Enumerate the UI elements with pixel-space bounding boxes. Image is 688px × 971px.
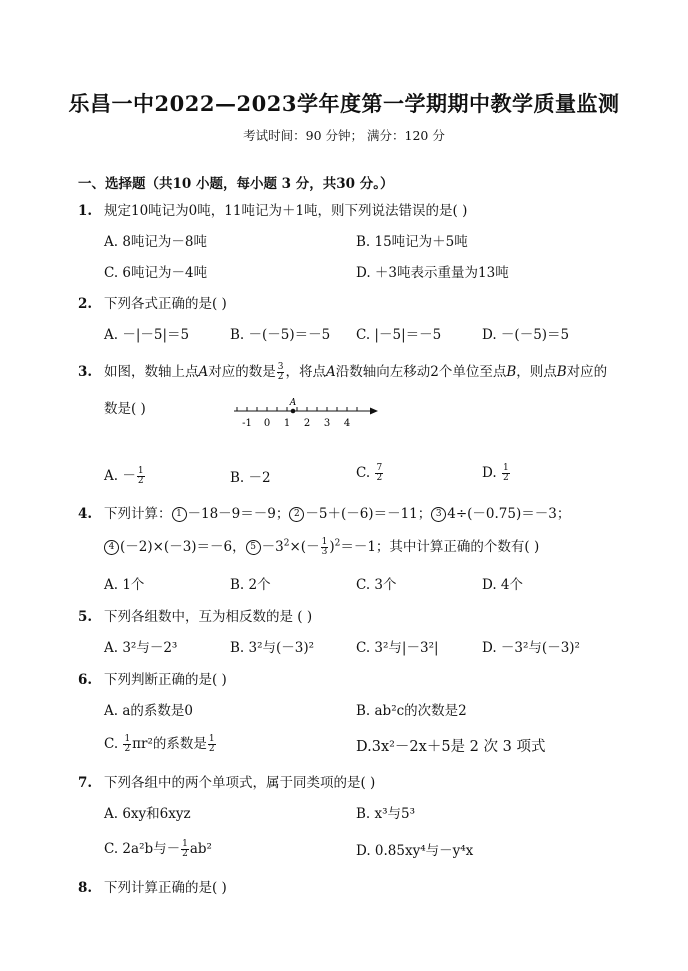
fraction-denominator: 2 [208,744,215,754]
point-b-label: B [556,364,567,380]
question-stem: 下列各组中的两个单项式，属于同类项的是( ) [104,775,376,791]
question-stem: 下列计算正确的是( ) [104,880,227,896]
expression: ab² [189,841,212,857]
fraction [375,464,383,483]
circled-number: 5 [246,540,261,555]
stem-part: ，将点 [285,364,326,380]
option-d: D. －3²与(－3)² [482,640,580,656]
question-stem: 规定10吨记为0吨，11吨记为＋1吨，则下列说法错误的是( ) [104,203,468,219]
tick-label: 1 [283,418,291,429]
question-2 [78,292,227,312]
exam-info: 考试时间：90 分钟； 满分：120 分 [243,128,445,143]
option-label: C. [104,736,123,752]
question-7 [78,771,375,791]
option-b: B. 3²与(－3)² [230,640,315,656]
fraction [208,735,216,754]
question-number: 6. [78,672,93,688]
option-label: C. 2a²b与－ [104,841,181,857]
fraction-numerator: 1 [124,734,131,744]
question-number: 8. [78,880,93,896]
expression: 4÷(－0.75)＝－3； [447,506,571,522]
option-c: C. |－5|＝－5 [356,327,442,343]
question-8 [78,876,227,896]
circled-number: 3 [431,507,446,522]
fraction [123,735,131,754]
point-a-axis-label: A [289,398,297,408]
fraction-denominator: 2 [182,849,188,859]
option-a: A. a的系数是0 [104,703,193,719]
tick-label: 3 [323,418,331,429]
option-a [104,464,146,486]
option-b: B. 15吨记为＋5吨 [356,234,468,250]
option-b: B. 2个 [230,577,271,593]
fraction-denominator: 2 [137,476,144,486]
option-a: A. －|－5|＝5 [104,327,190,343]
question-stem: 下列各式正确的是( ) [104,296,227,312]
fraction-denominator: 2 [502,473,509,483]
option-d: D. －(－5)＝5 [482,327,570,343]
question-4-line2 [104,535,539,557]
stem-part: 如图，数轴上点 [104,364,199,380]
fraction-numerator: 3 [277,362,284,372]
option-c: C. 3个 [356,577,397,593]
option-d [482,464,511,483]
section-heading: 一、选择题（共10 小题，每小题 3 分，共30 分。） [78,176,394,192]
circled-number: 1 [172,507,187,522]
option-c: C. 6吨记为－4吨 [104,265,208,281]
fraction-numerator: 1 [321,537,328,547]
expression: πr²的系数是 [132,736,207,752]
expression: ×(－ [289,539,320,555]
option-a: A. 8吨记为－8吨 [104,234,208,250]
page-title: 乐昌一中2022—2023学年度第一学期期中教学质量监测 [68,91,620,116]
option-d: D. 0.85xy⁴与－y⁴x [356,843,474,859]
question-stem: 下列判断正确的是( ) [104,672,227,688]
question-3-line2: 数是( ) [104,401,146,417]
question-1 [78,199,467,219]
option-label: D. [482,465,501,481]
option-a: A. 3²与－2³ [104,640,178,656]
fraction [181,840,189,859]
stem-part: 对应的数是 [208,364,276,380]
fraction-denominator: 2 [124,744,131,754]
option-d: D. ＋3吨表示重量为13吨 [356,265,509,281]
question-number: 1. [78,203,93,219]
option-label: A. － [104,468,136,484]
stem-part: 沿数轴向左移动2个单位至点 [335,364,507,380]
point-a-label: A [325,364,336,380]
option-a: A. 6xy和6xyz [104,806,191,822]
question-5 [78,605,312,625]
question-number: 5. [78,609,93,625]
circled-number: 4 [104,540,119,555]
point-a-label: A [198,364,209,380]
expression: －18－9＝－9； [187,506,290,522]
tick-label: -1 [242,418,252,429]
question-number: 7. [78,775,93,791]
option-c [104,732,217,754]
option-b: B. －2 [230,470,271,486]
option-b: B. x³与5³ [356,806,416,822]
question-3 [78,360,607,382]
point-a-dot [291,409,296,414]
option-b: B. ab²c的次数是2 [356,703,467,719]
option-a: A. 1个 [104,577,145,593]
fraction [502,464,510,483]
tick-label: 0 [263,418,271,429]
option-label: C. [356,465,375,481]
expression: (－2)×(－3)＝－6， [120,539,246,555]
point-b-label: B [506,364,517,380]
option-c [104,837,212,859]
question-number: 2. [78,296,93,312]
expression: ＝－1；其中计算正确的个数有( ) [340,539,540,555]
expression: －5＋(－6)＝－11； [305,506,432,522]
exponent: 2 [283,538,290,549]
fraction-numerator: 7 [376,463,383,473]
expression: －3 [261,539,284,555]
fraction [137,467,145,486]
stem-part: 下列计算： [104,506,172,522]
option-b: B. －(－5)＝－5 [230,327,331,343]
expression: ) [329,539,335,555]
question-4 [78,502,570,522]
fraction-denominator: 2 [376,473,383,483]
tick-marks [237,407,357,411]
circled-number: 2 [289,507,304,522]
fraction [277,363,285,382]
number-line-figure [232,397,382,433]
arrow-icon [370,408,378,415]
option-d: D.3x²－2x＋5是 2 次 3 项式 [356,739,546,755]
fraction [321,538,329,557]
option-c: C. 3²与|－3²| [356,640,439,656]
fraction-denominator: 2 [277,372,284,382]
stem-part: ，则点 [516,364,557,380]
fraction-numerator: 1 [182,839,188,849]
option-c [356,464,384,483]
question-stem: 下列各组数中，互为相反数的是 ( ) [104,609,313,625]
fraction-numerator: 1 [137,466,144,476]
tick-label: 2 [303,418,311,429]
option-d: D. 4个 [482,577,524,593]
exponent: 2 [334,538,341,549]
fraction-numerator: 1 [208,734,215,744]
question-number: 3. [78,364,93,380]
fraction-numerator: 1 [502,463,509,473]
question-6 [78,668,227,688]
stem-part: 对应的 [566,364,608,380]
fraction-denominator: 3 [321,547,328,557]
tick-label: 4 [343,418,351,429]
question-number: 4. [78,506,93,522]
